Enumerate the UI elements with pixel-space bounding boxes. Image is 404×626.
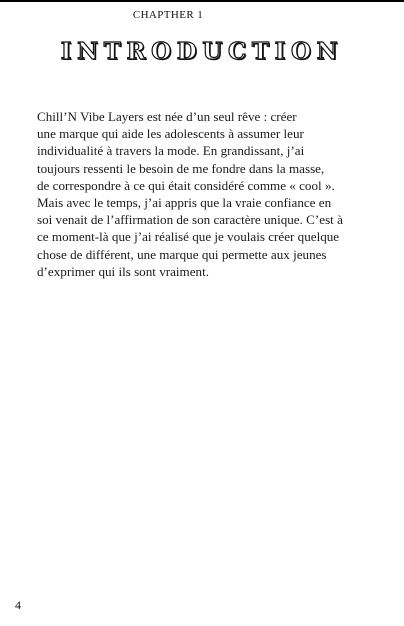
body-line: soi venait de l’affirmation de son caractère unique. C’est à — [37, 212, 343, 228]
body-line: ce moment-là que j’ai réalisé que je voulais créer quelque — [37, 229, 340, 245]
body-line: toujours ressenti le besoin de me fondre dans la masse, — [37, 160, 325, 176]
chapter-label: CHAPTHER 1 — [132, 9, 204, 21]
top-rule — [0, 0, 404, 2]
body-line: chose de différent, une marque qui permette aux jeunes — [37, 246, 327, 262]
page-number: 4 — [15, 598, 21, 612]
body-line: de correspondre à ce qui était considéré comme « cool ». — [37, 177, 335, 193]
body-line: d’exprimer qui ils sont vraiment. — [37, 263, 210, 279]
body-line: individualité à travers la mode. En grandissant, j’ai — [37, 143, 305, 159]
body-line: Chill’N Vibe Layers est née d’un seul rêve : créer — [37, 109, 297, 124]
body-paragraph — [37, 108, 377, 280]
body-line: une marque qui aide les adolescents à assumer leur — [37, 126, 304, 142]
chapter-title: INTRODUCTION — [60, 38, 344, 65]
body-line: Mais avec le temps, j’ai appris que la vraie confiance en — [37, 195, 332, 211]
